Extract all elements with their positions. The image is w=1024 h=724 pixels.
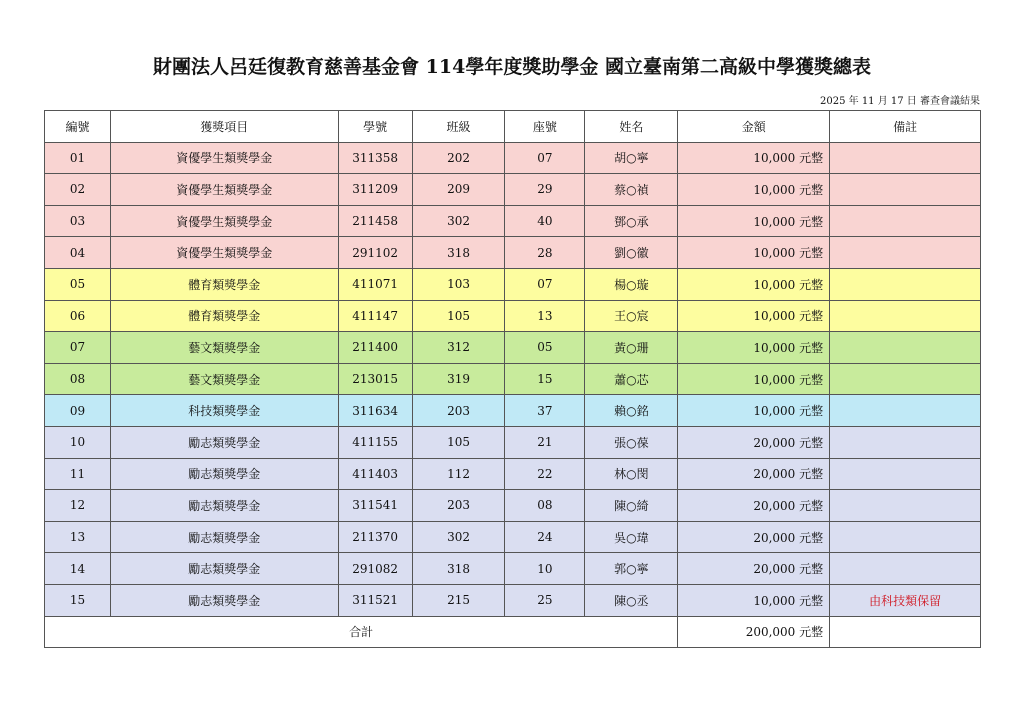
table-row <box>45 426 981 458</box>
seat-number: 24 <box>505 521 585 553</box>
total-amount: 200,000 元整 <box>678 616 830 648</box>
seat-number: 21 <box>505 426 585 458</box>
award-item: 勵志類獎學金 <box>110 553 338 585</box>
header-cell: 獲獎項目 <box>110 111 338 143</box>
student-id: 411155 <box>338 426 412 458</box>
table-row <box>45 490 981 522</box>
class: 103 <box>412 268 505 300</box>
award-item: 資優學生類獎學金 <box>110 205 338 237</box>
table-row <box>45 458 981 490</box>
row-number: 06 <box>45 300 111 332</box>
amount: 10,000 元整 <box>678 332 830 364</box>
award-table <box>44 110 981 648</box>
student-id: 311209 <box>338 174 412 206</box>
student-id: 211400 <box>338 332 412 364</box>
remark <box>830 268 981 300</box>
seat-number: 28 <box>505 237 585 269</box>
total-row <box>45 616 981 648</box>
remark <box>830 363 981 395</box>
table-row <box>45 300 981 332</box>
student-name: 劉○徽 <box>585 237 678 269</box>
row-number: 15 <box>45 584 111 616</box>
award-item: 勵志類獎學金 <box>110 458 338 490</box>
class: 105 <box>412 300 505 332</box>
total-label: 合計 <box>45 616 678 648</box>
amount: 10,000 元整 <box>678 584 830 616</box>
amount: 20,000 元整 <box>678 426 830 458</box>
student-id: 311521 <box>338 584 412 616</box>
remark <box>830 553 981 585</box>
remark <box>830 205 981 237</box>
table-row <box>45 142 981 174</box>
class: 203 <box>412 490 505 522</box>
award-item: 勵志類獎學金 <box>110 584 338 616</box>
class: 319 <box>412 363 505 395</box>
class: 209 <box>412 174 505 206</box>
student-id: 291082 <box>338 553 412 585</box>
student-name: 陳○丞 <box>585 584 678 616</box>
student-id: 411071 <box>338 268 412 300</box>
class: 202 <box>412 142 505 174</box>
header-cell: 金額 <box>678 111 830 143</box>
student-name: 胡○寧 <box>585 142 678 174</box>
table-header <box>45 111 981 143</box>
table-row <box>45 174 981 206</box>
header-cell: 座號 <box>505 111 585 143</box>
student-name: 林○閔 <box>585 458 678 490</box>
row-number: 11 <box>45 458 111 490</box>
award-item: 藝文類獎學金 <box>110 363 338 395</box>
header-cell: 編號 <box>45 111 111 143</box>
amount: 10,000 元整 <box>678 142 830 174</box>
remark <box>830 300 981 332</box>
student-name: 王○宸 <box>585 300 678 332</box>
student-name: 楊○璇 <box>585 268 678 300</box>
seat-number: 22 <box>505 458 585 490</box>
seat-number: 10 <box>505 553 585 585</box>
row-number: 13 <box>45 521 111 553</box>
table-row <box>45 363 981 395</box>
class: 302 <box>412 521 505 553</box>
student-id: 291102 <box>338 237 412 269</box>
row-number: 05 <box>45 268 111 300</box>
row-number: 03 <box>45 205 111 237</box>
student-id: 411403 <box>338 458 412 490</box>
remark <box>830 174 981 206</box>
table-row <box>45 237 981 269</box>
class: 105 <box>412 426 505 458</box>
student-name: 蔡○禎 <box>585 174 678 206</box>
class: 302 <box>412 205 505 237</box>
amount: 10,000 元整 <box>678 268 830 300</box>
table-row <box>45 205 981 237</box>
table-row <box>45 584 981 616</box>
seat-number: 25 <box>505 584 585 616</box>
seat-number: 07 <box>505 142 585 174</box>
row-number: 12 <box>45 490 111 522</box>
row-number: 01 <box>45 142 111 174</box>
row-number: 10 <box>45 426 111 458</box>
remark <box>830 426 981 458</box>
student-id: 311541 <box>338 490 412 522</box>
amount: 20,000 元整 <box>678 553 830 585</box>
amount: 20,000 元整 <box>678 458 830 490</box>
class: 318 <box>412 553 505 585</box>
student-id: 211458 <box>338 205 412 237</box>
seat-number: 15 <box>505 363 585 395</box>
student-id: 211370 <box>338 521 412 553</box>
remark <box>830 521 981 553</box>
student-id: 411147 <box>338 300 412 332</box>
seat-number: 07 <box>505 268 585 300</box>
header-cell: 姓名 <box>585 111 678 143</box>
student-name: 蕭○芯 <box>585 363 678 395</box>
amount: 10,000 元整 <box>678 205 830 237</box>
seat-number: 40 <box>505 205 585 237</box>
class: 112 <box>412 458 505 490</box>
date-note: 2025 年 11 月 17 日 審查會議結果 <box>820 96 980 107</box>
seat-number: 05 <box>505 332 585 364</box>
award-item: 勵志類獎學金 <box>110 490 338 522</box>
student-name: 賴○銘 <box>585 395 678 427</box>
student-name: 張○葆 <box>585 426 678 458</box>
remark <box>830 490 981 522</box>
remark <box>830 142 981 174</box>
total-note <box>830 616 981 648</box>
amount: 10,000 元整 <box>678 300 830 332</box>
table-row <box>45 332 981 364</box>
student-name: 吳○瑋 <box>585 521 678 553</box>
table-row <box>45 521 981 553</box>
table-row <box>45 268 981 300</box>
class: 203 <box>412 395 505 427</box>
remark: 由科技類保留 <box>830 584 981 616</box>
amount: 20,000 元整 <box>678 521 830 553</box>
row-number: 07 <box>45 332 111 364</box>
seat-number: 37 <box>505 395 585 427</box>
student-name: 陳○綺 <box>585 490 678 522</box>
seat-number: 13 <box>505 300 585 332</box>
amount: 10,000 元整 <box>678 237 830 269</box>
student-id: 311634 <box>338 395 412 427</box>
amount: 10,000 元整 <box>678 174 830 206</box>
header-cell: 備註 <box>830 111 981 143</box>
award-item: 科技類獎學金 <box>110 395 338 427</box>
amount: 10,000 元整 <box>678 395 830 427</box>
award-item: 資優學生類獎學金 <box>110 142 338 174</box>
award-item: 資優學生類獎學金 <box>110 237 338 269</box>
seat-number: 08 <box>505 490 585 522</box>
award-item: 體育類獎學金 <box>110 268 338 300</box>
award-item: 藝文類獎學金 <box>110 332 338 364</box>
class: 318 <box>412 237 505 269</box>
row-number: 14 <box>45 553 111 585</box>
header-cell: 學號 <box>338 111 412 143</box>
award-item: 勵志類獎學金 <box>110 426 338 458</box>
amount: 20,000 元整 <box>678 490 830 522</box>
student-name: 鄧○承 <box>585 205 678 237</box>
seat-number: 29 <box>505 174 585 206</box>
row-number: 02 <box>45 174 111 206</box>
student-id: 213015 <box>338 363 412 395</box>
class: 312 <box>412 332 505 364</box>
student-name: 郭○寧 <box>585 553 678 585</box>
row-number: 09 <box>45 395 111 427</box>
student-name: 黃○珊 <box>585 332 678 364</box>
award-item: 資優學生類獎學金 <box>110 174 338 206</box>
remark <box>830 395 981 427</box>
award-item: 體育類獎學金 <box>110 300 338 332</box>
remark <box>830 332 981 364</box>
amount: 10,000 元整 <box>678 363 830 395</box>
student-id: 311358 <box>338 142 412 174</box>
row-number: 08 <box>45 363 111 395</box>
header-cell: 班級 <box>412 111 505 143</box>
table-row <box>45 553 981 585</box>
table-row <box>45 395 981 427</box>
remark <box>830 237 981 269</box>
page-title: 財團法人呂廷復教育慈善基金會 114學年度獎助學金 國立臺南第二高級中學獲獎總表 <box>153 56 871 78</box>
row-number: 04 <box>45 237 111 269</box>
class: 215 <box>412 584 505 616</box>
remark <box>830 458 981 490</box>
award-item: 勵志類獎學金 <box>110 521 338 553</box>
